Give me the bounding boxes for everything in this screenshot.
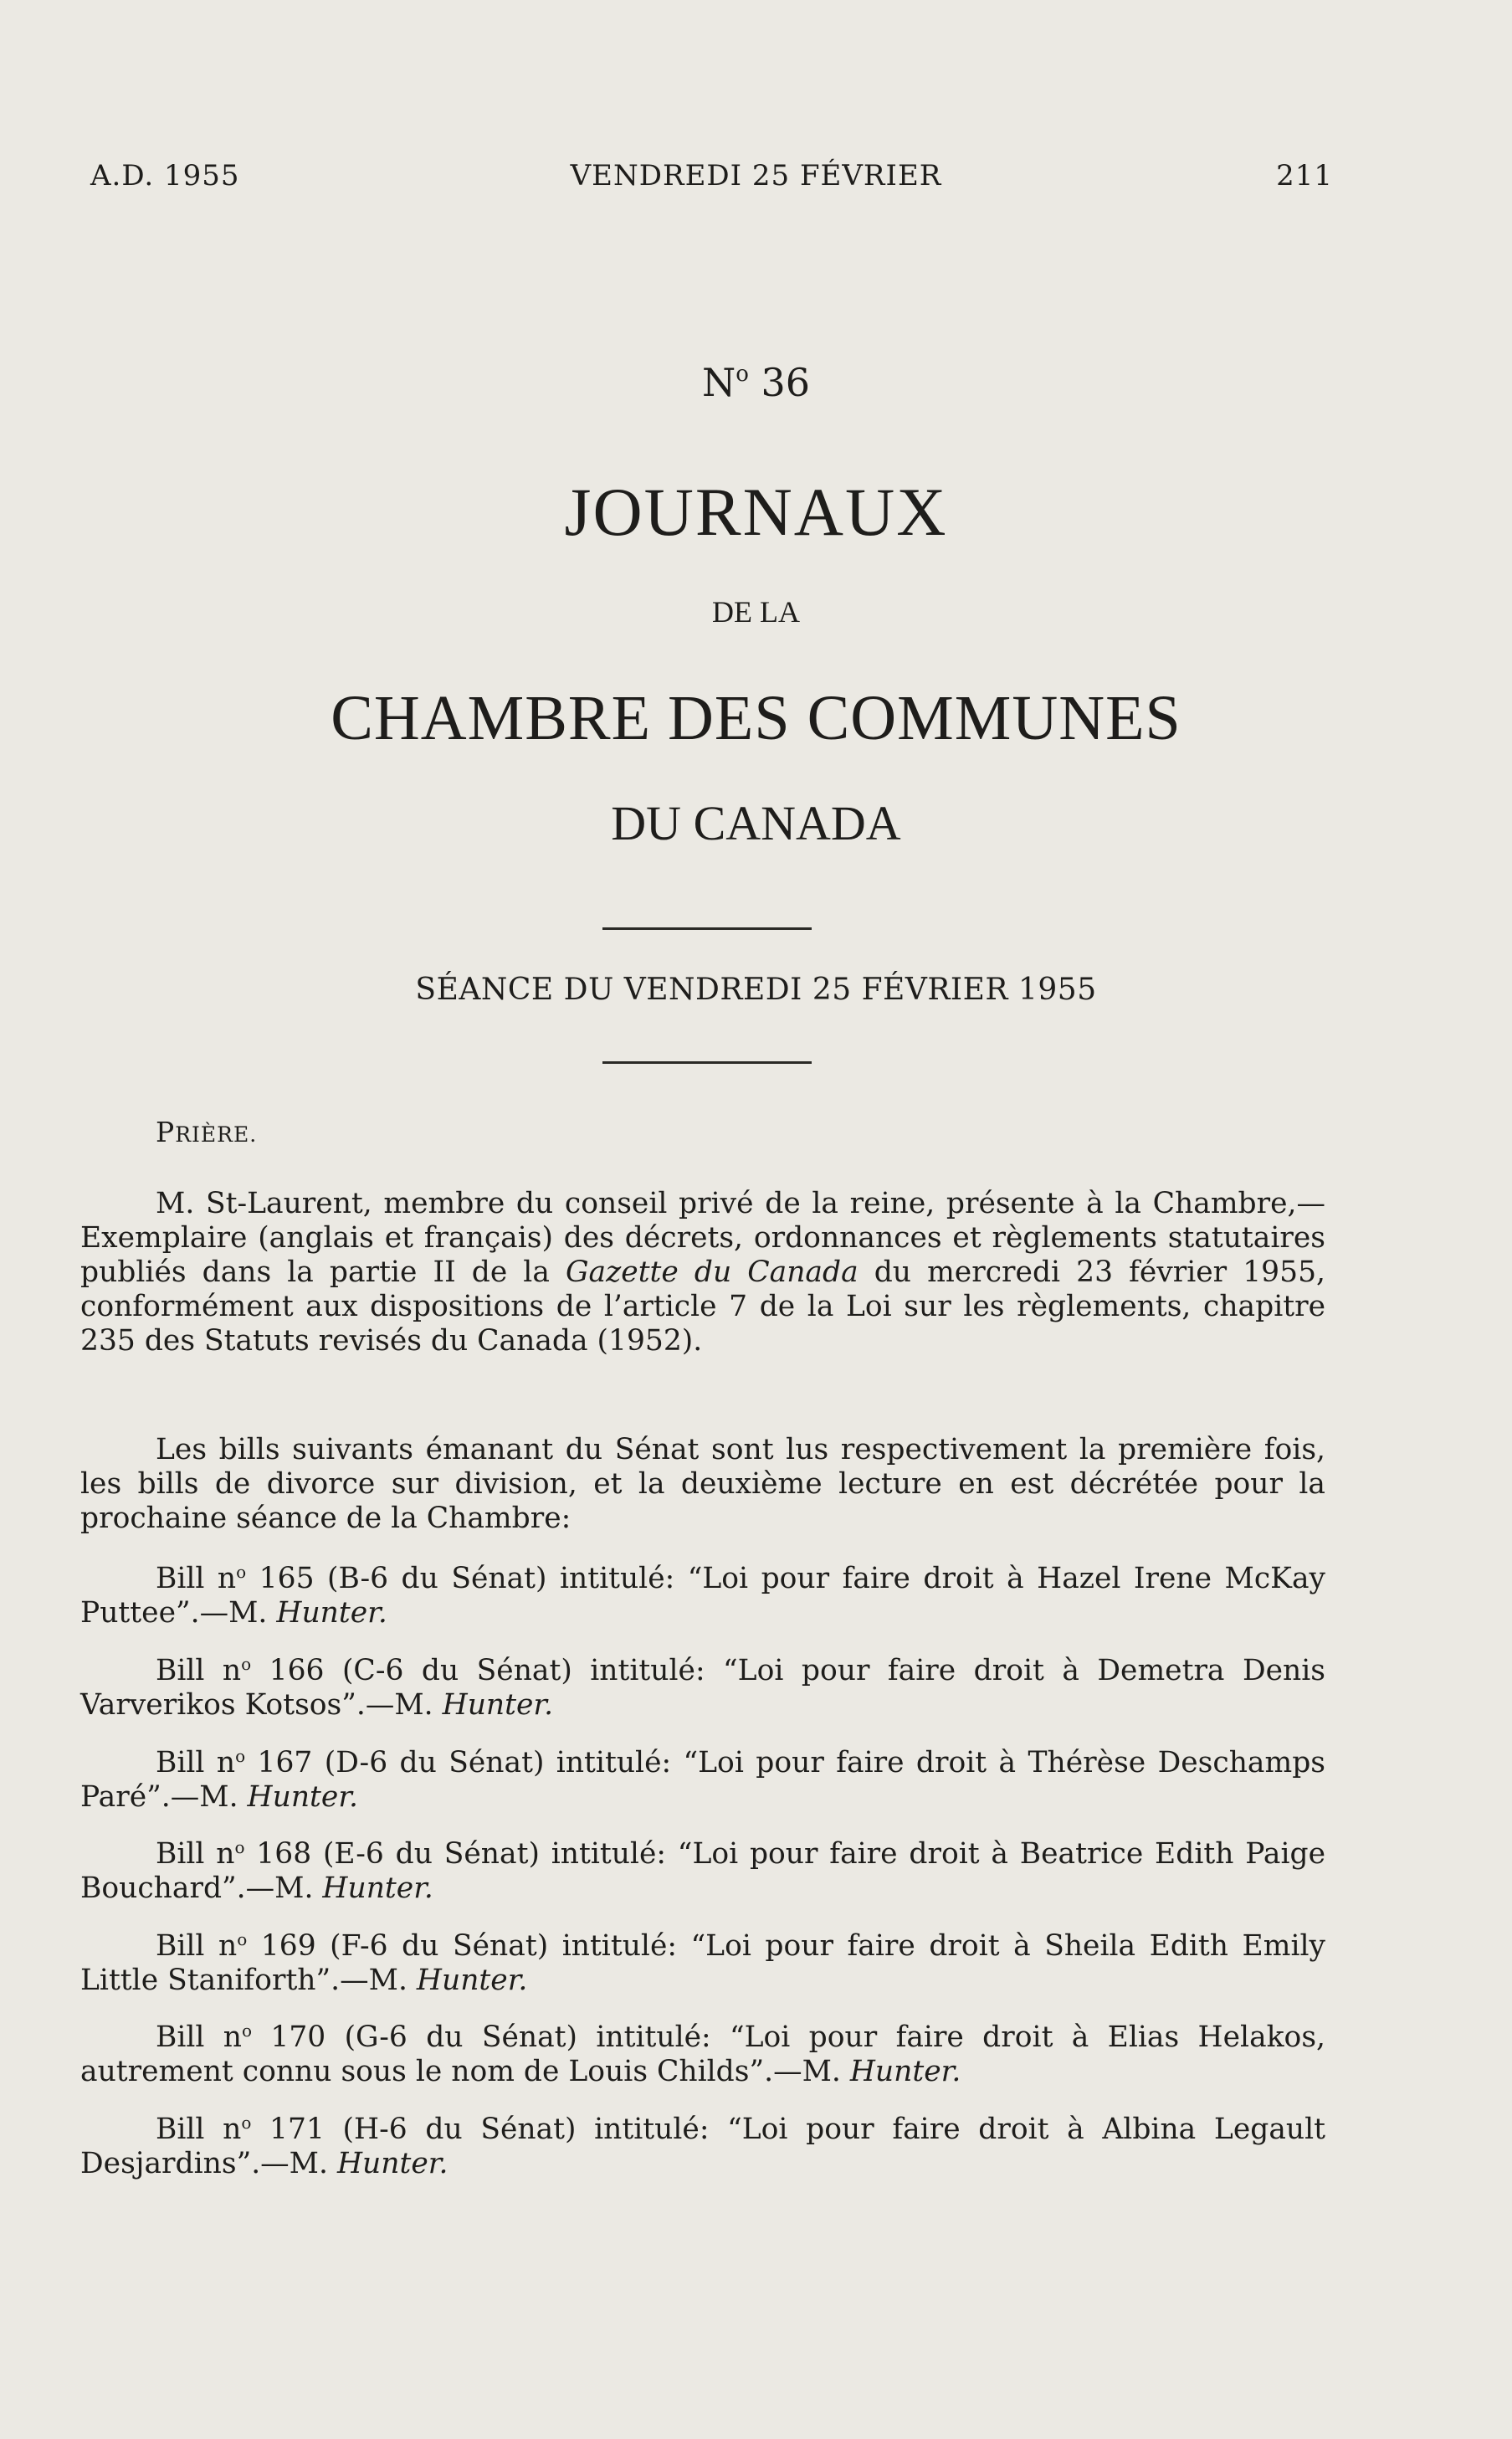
masthead-du-canada: DU CANADA <box>611 796 901 850</box>
tabling-text-1: M. St-Laurent, membre du conseil privé de la reine, présente à la Chambre,—Exemplaire (anglais et français) des décrets, ordonnances et règlements statutaires publiés dans la partie II de la <box>80 1187 1325 1289</box>
bill-sup: o <box>235 1746 246 1766</box>
bill-prefix: Bill n <box>156 1562 237 1595</box>
bill-sponsor: Hunter. <box>442 1688 554 1722</box>
bill-sup: o <box>242 2021 253 2041</box>
bill-entry <box>80 1923 1325 1998</box>
bill-sup: o <box>241 1654 252 1674</box>
bill-prefix: Bill n <box>156 1837 235 1871</box>
bill-text: 170 (G-6 du Sénat) intitulé: “Loi pour faire droit à Elias Helakos, autrement connu sous le nom de Louis Childs”.—M. <box>80 2021 1325 2088</box>
running-head <box>0 159 1512 201</box>
running-head-date: VENDREDI 25 FÉVRIER <box>570 159 942 193</box>
bill-entry <box>80 2106 1325 2181</box>
prayers-rest: RIÈRE. <box>175 1122 258 1147</box>
issue-number <box>0 360 1512 405</box>
bill-sponsor: Hunter. <box>322 1872 433 1905</box>
page-number: 211 <box>1276 159 1333 193</box>
bill-sponsor: Hunter. <box>416 1964 528 1997</box>
bill-text: 165 (B-6 du Sénat) intitulé: “Loi pour faire droit à Hazel Irene McKay Puttee”.—M. <box>80 1562 1326 1630</box>
tabling-text-2: du mercredi 23 février 1955, conformément aux dispositions de l’article 7 de la Loi sur les règlements, chapitre 235 des Statuts revisés du Canada (1952). <box>80 1255 1326 1358</box>
bill-prefix: Bill n <box>156 1654 242 1687</box>
running-head-year: A.D. 1955 <box>90 159 240 193</box>
bill-text: 167 (D-6 du Sénat) intitulé: “Loi pour faire droit à Thérèse Deschamps Paré”.—M. <box>80 1746 1325 1814</box>
divider-top <box>602 927 812 930</box>
bill-prefix: Bill n <box>156 2021 243 2054</box>
bill-sponsor: Hunter. <box>247 1780 358 1814</box>
bill-entry <box>80 1831 1325 1906</box>
sitting-heading: SÉANCE DU VENDREDI 25 FÉVRIER 1955 <box>415 973 1097 1007</box>
bill-sponsor: Hunter. <box>849 2055 961 2088</box>
divider-bottom <box>602 1061 812 1064</box>
tabling-paragraph <box>80 1187 1325 1358</box>
bill-prefix: Bill n <box>156 1929 238 1963</box>
bill-sup: o <box>236 1562 247 1582</box>
issue-number-sup: o <box>735 362 749 387</box>
issue-number-prefix: N <box>701 360 736 405</box>
bill-sponsor: Hunter. <box>336 2147 448 2180</box>
bill-prefix: Bill n <box>156 2113 242 2146</box>
bill-sup: o <box>234 1837 245 1857</box>
bill-text: 169 (F-6 du Sénat) intitulé: “Loi pour faire droit à Sheila Edith Emily Little Staniforth”.—M. <box>80 1929 1326 1997</box>
bill-text: 171 (H-6 du Sénat) intitulé: “Loi pour faire droit à Albina Legault Desjardins”.—M. <box>80 2113 1326 2180</box>
bill-entry <box>80 2014 1325 2089</box>
masthead-chambre: CHAMBRE DES COMMUNES <box>331 683 1181 753</box>
bill-sup: o <box>237 1929 248 1949</box>
bill-text: 168 (E-6 du Sénat) intitulé: “Loi pour faire droit à Beatrice Edith Paige Bouchard”.—M. <box>80 1837 1325 1905</box>
bill-sup: o <box>241 2113 252 2133</box>
bill-sponsor: Hunter. <box>276 1596 387 1630</box>
masthead-title: JOURNAUX <box>564 474 948 550</box>
prayers-first-letter: P <box>156 1116 176 1148</box>
senate-bills-text: Les bills suivants émanant du Sénat sont lus respectivement la première fois, les bills de divorce sur division, et la deuxième lecture en est décrétée pour la prochaine séance de la Chambre: <box>80 1433 1325 1535</box>
prayers-heading <box>156 1116 257 1148</box>
bill-entry <box>80 1739 1325 1815</box>
issue-number-value: 36 <box>761 360 811 405</box>
masthead-de-la: DE LA <box>712 595 800 629</box>
bill-entry <box>80 1555 1325 1630</box>
bill-entry <box>80 1647 1325 1723</box>
bill-prefix: Bill n <box>156 1746 236 1779</box>
bill-text: 166 (C-6 du Sénat) intitulé: “Loi pour faire droit à Demetra Denis Varverikos Kotsos”.—M. <box>80 1654 1326 1722</box>
senate-bills-paragraph <box>80 1433 1325 1536</box>
gazette-title: Gazette du Canada <box>565 1255 859 1289</box>
